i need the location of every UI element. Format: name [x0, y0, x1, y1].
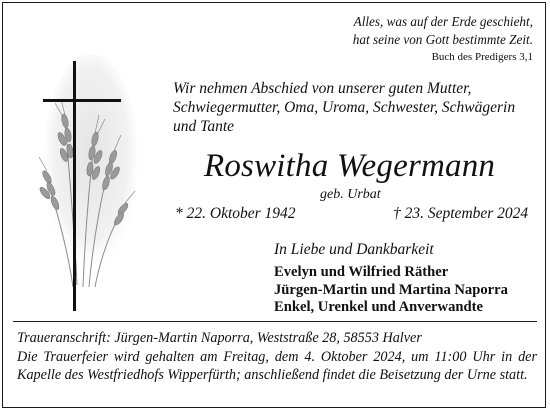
cross-with-wheat-icon: [39, 55, 137, 311]
mourning-address: Traueranschrift: Jürgen-Martin Naporra, Weststraße 28, 58553 Halver: [17, 330, 422, 346]
obituary-notice: [2, 2, 546, 408]
quote-line-2: hat seine von Gott bestimmte Zeit.: [352, 32, 533, 47]
birth-date: * 22. Oktober 1942: [175, 205, 296, 222]
quote-line-1: Alles, was auf der Erde geschieht,: [353, 14, 533, 29]
deceased-name: Roswitha Wegermann: [204, 148, 496, 184]
born-name: geb. Urbat: [320, 187, 381, 202]
intro-line-3: und Tante: [173, 118, 235, 135]
farewell-intro: [173, 79, 515, 136]
bible-quote: [353, 13, 533, 49]
mourners-line-2: Jürgen-Martin und Martina Naporra: [274, 281, 508, 298]
mourners-heading: In Liebe und Dankbarkeit: [274, 241, 434, 258]
mourners-list: [274, 264, 508, 317]
mourners-line-1: Evelyn und Wilfried Räther: [274, 264, 449, 280]
mourners-line-3: Enkel, Urenkel und Anverwandte: [274, 299, 483, 315]
quote-source: Buch des Predigers 3,1: [431, 51, 533, 63]
death-date: † 23. September 2024: [393, 205, 529, 222]
ceremony-info: Die Trauerfeier wird gehalten am Freitag, dem 4. Oktober 2024, um 11:00 Uhr in der Kapelle des Westfriedhofs Wipperfürth; anschließend findet die Beisetzung der Urne statt.: [17, 349, 537, 383]
divider: [13, 321, 537, 322]
intro-line-2: Schwiegermutter, Oma, Uroma, Schwester, Schwägerin: [173, 99, 516, 116]
intro-line-1: Wir nehmen Abschied von unserer guten Mutter,: [173, 80, 472, 97]
